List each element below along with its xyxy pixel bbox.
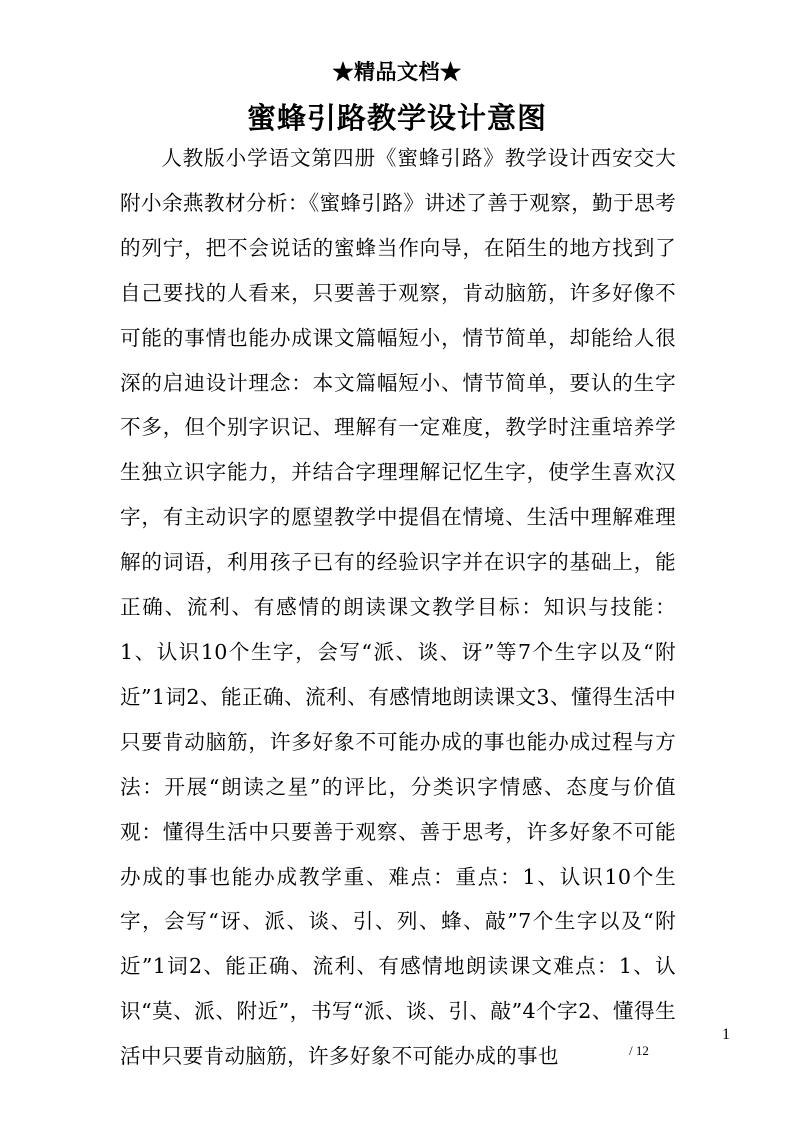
page-total: / 12 [629, 1043, 649, 1058]
body-paragraph: 人教版小学语文第四册《蜜蜂引路》教学设计西安交大附小余燕教材分析：《蜜蜂引路》讲述了善于观察，勤于思考的列宁，把不会说话的蜜蜂当作向导，在陌生的地方找到了自己要找的人看来，只要善于观察，肯动脑筋，许多好像不可能的事情也能办成课文篇幅短小，情节简单，却能给人很深的启迪设计理念：本文篇幅短小、情节简单，要认的生字不多，但个别字识记、理解有一定难度，教学时注重培养学生独立识字能力，并结合字理理解记忆生字，使学生喜欢汉字，有主动识字的愿望教学中提倡在情境、生活中理解难理解的词语，利用孩子已有的经验识字并在识字的基础上，能正确、流利、有感情的朗读课文教学目标：知识与技能：1、认识10个生字，会写“派、谈、讶”等7个生字以及“附近”1词2、能正确、流利、有感情地朗读课文3、懂得生活中只要肯动脑筋，许多好象不可能办成的事也能办成过程与方法：开展“朗读之星”的评比，分类识字情感、态度与价值观：懂得生活中只要善于观察、善于思考，许多好象不可能办成的事也能办成教学重、难点：重点：1、认识10个生字，会写“讶、派、谈、引、列、蜂、敲”7个生字以及“附近”1词2、能正确、流利、有感情地朗读课文难点：1、认识“莫、派、附近”，书写“派、谈、引、敲”4个字2、懂得生活中只要肯动脑筋，许多好象不可能办成的事也 [120, 146, 676, 1069]
document-title: 蜜蜂引路教学设计意图 [246, 101, 547, 135]
header-badge: ★精品文档★ [332, 59, 462, 84]
page-number: 1 [722, 1026, 730, 1043]
